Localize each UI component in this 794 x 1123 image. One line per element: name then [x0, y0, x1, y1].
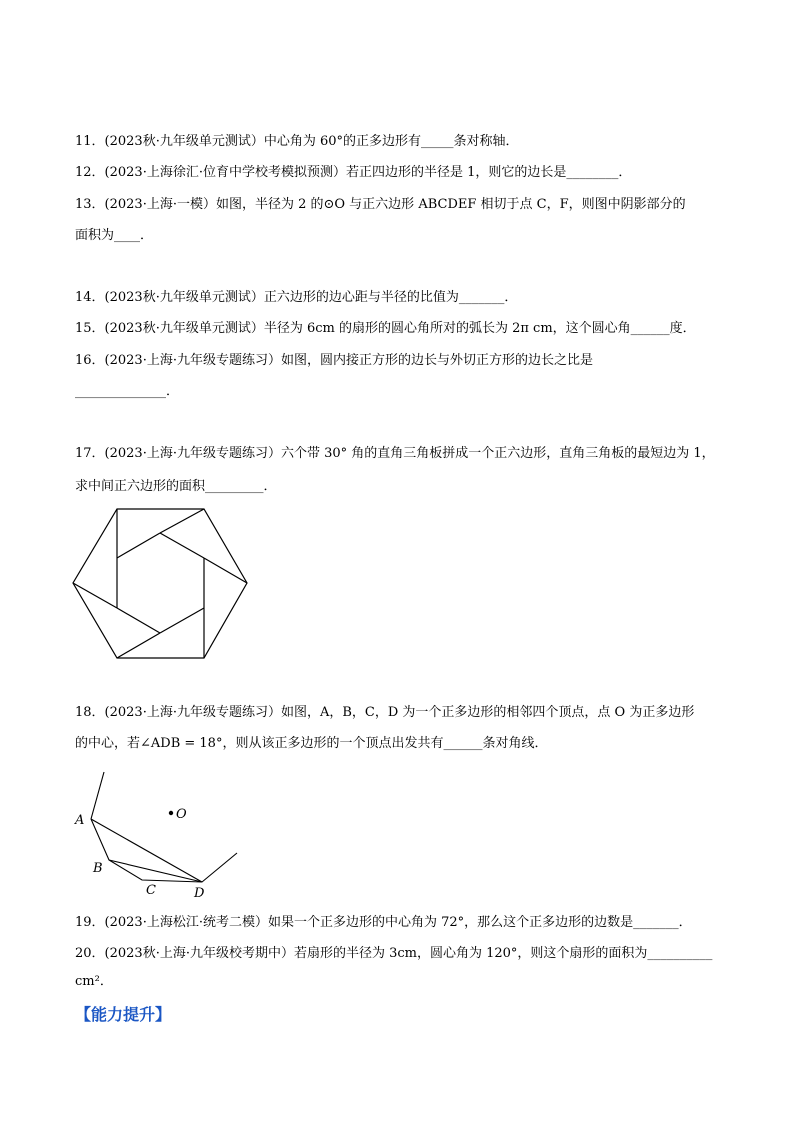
label-o: O	[176, 807, 187, 822]
triangle-edge	[117, 533, 160, 558]
question-18-line1: 18．(2023·上海·九年级专题练习）如图，A，B，C，D 为一个正多边形的相邻四个顶点，点 O 为正多边形	[75, 705, 695, 720]
triangle-edge	[73, 583, 117, 608]
question-20-line1: 20．(2023秋·上海·九年级校考期中）若扇形的半径为 3cm，圆心角为 120°，则这个扇形的面积为__________	[75, 946, 713, 961]
triangle-edge	[204, 558, 247, 583]
question-16-line1: 16．(2023·上海·九年级专题练习）如图，圆内接正方形的边长与外切正方形的边长之比是	[75, 353, 593, 368]
question-17-line1: 17．(2023·上海·九年级专题练习）六个带 30° 角的直角三角板拼成一个正六边形，直角三角板的最短边为 1，	[75, 446, 715, 461]
label-d: D	[194, 886, 205, 900]
triangle-edge	[160, 533, 204, 558]
question-16-line2: ______________．	[75, 384, 180, 399]
question-12: 12．(2023·上海徐汇·位育中学校考模拟预测）若正四边形的半径是 1，则它的边长是________．	[75, 165, 632, 180]
question-17-line2: 求中间正六边形的面积_________．	[75, 479, 277, 494]
triangle-edge	[160, 608, 204, 633]
question-19: 19．(2023·上海松江·统考二模）如果一个正多边形的中心角为 72°，那么这个正多边形的边数是_______．	[75, 915, 692, 930]
polygon-figure	[70, 768, 250, 900]
center-point-o	[169, 811, 173, 815]
question-13-line1: 13．(2023·上海·一模）如图，半径为 2 的⊙O 与正六边形 ABCDEF 相切于点 C，F，则图中阴影部分的	[75, 197, 686, 212]
label-c: C	[146, 883, 156, 898]
outer-hexagon	[73, 509, 247, 658]
question-14: 14．(2023秋·九年级单元测试）正六边形的边心距与半径的比值为_______．	[75, 290, 518, 305]
triangle-edge	[117, 633, 160, 658]
polygon-edge	[91, 772, 104, 819]
hexagon-figure	[70, 506, 250, 666]
label-a: A	[75, 813, 85, 828]
label-b: B	[93, 861, 103, 876]
diagonal-bd	[109, 860, 202, 882]
question-15: 15．(2023秋·九年级单元测试）半径为 6cm 的扇形的圆心角所对的弧长为 2π cm，这个圆心角______度．	[75, 321, 696, 336]
section-heading: 【能力提升】	[75, 1005, 172, 1024]
question-11: 11．(2023秋·九年级单元测试）中心角为 60°的正多边形有_____条对称轴．	[75, 134, 519, 149]
diagonal-ad	[91, 819, 202, 882]
question-20-line2: cm²．	[75, 974, 113, 989]
triangle-edge	[160, 509, 204, 533]
triangle-edge	[117, 608, 160, 633]
question-18-line2: 的中心，若∠ADB = 18°，则从该正多边形的一个顶点出发共有______条对角线．	[75, 736, 548, 751]
question-13-line2: 面积为____．	[75, 228, 154, 243]
